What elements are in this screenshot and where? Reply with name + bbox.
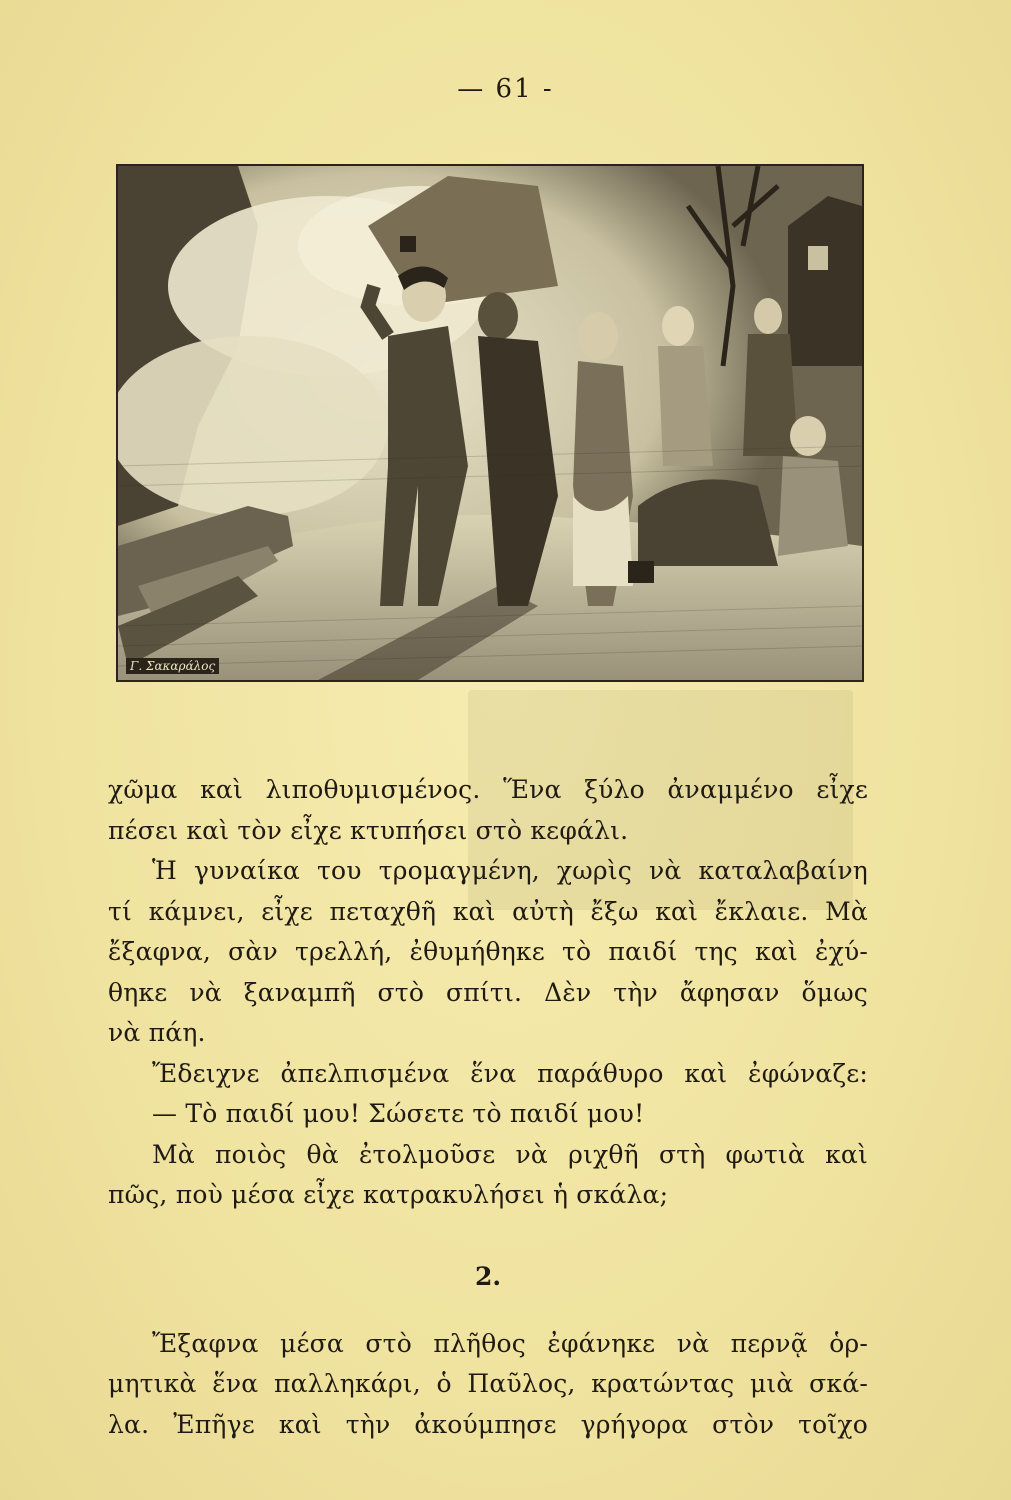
text-line: πέσει καὶ τὸν εἶχε κτυπήσει στὸ κεφάλι.	[108, 815, 629, 845]
paragraph-5	[108, 1135, 868, 1216]
paragraph-1	[108, 770, 868, 851]
paragraph-3	[108, 1054, 868, 1095]
text-line: νὰ πάη.	[108, 1018, 206, 1047]
artist-signature: Γ. Σακαράλος	[126, 658, 219, 674]
illustration-drawing	[118, 166, 862, 680]
text-line: Ἔδειχνε ἀπελπισμένα ἕνα παράθυρο καὶ ἐφώναζε:	[152, 1058, 868, 1088]
text-line: Μὰ ποιὸς θὰ ἐτολμοῦσε νὰ ριχθῆ στὴ φωτιὰ καὶ	[152, 1139, 868, 1169]
text-line: Ἡ γυναίκα του τρομαγμένη, χωρὶς νὰ καταλαβαίνη	[152, 856, 868, 885]
illustration	[116, 164, 864, 682]
paragraph-4	[108, 1094, 868, 1135]
text-line: θηκε νὰ ξαναμπῆ στὸ σπίτι. Δὲν τὴν ἄφησαν ὅμως	[108, 977, 868, 1007]
body-text	[108, 770, 868, 1445]
section-number: 2.	[474, 1261, 502, 1291]
text-line: μητικὰ ἕνα παλληκάρι, ὁ Παῦλος, κρατώντας μιὰ σκά-	[108, 1369, 868, 1398]
text-line: τί κάμνει, εἶχε πεταχθῆ καὶ αὐτὴ ἔξω καὶ ἔκλαιε. Μὰ	[108, 896, 868, 926]
text-line: λα. Ἐπῆγε καὶ τὴν ἀκούμπησε γρήγορα στὸν τοῖχο	[108, 1409, 868, 1439]
text-line: — Τὸ παιδί μου! Σώσετε τὸ παιδί μου!	[152, 1099, 645, 1128]
paragraph-2	[108, 851, 868, 1054]
text-line: ἔξαφνα, σὰν τρελλή, ἐθυμήθηκε τὸ παιδί της καὶ ἐχύ-	[108, 937, 868, 966]
text-line: πῶς, ποὺ μέσα εἶχε κατρακυλήσει ἡ σκάλα;	[108, 1180, 669, 1209]
text-line: Ἔξαφνα μέσα στὸ πλῆθος ἐφάνηκε νὰ περνᾷ ὁρ-	[152, 1328, 868, 1358]
text-line: χῶμα καὶ λιποθυμισμένος. Ἕνα ξύλο ἀναμμένο εἶχε	[108, 775, 868, 804]
paragraph-6	[108, 1324, 868, 1446]
page-number: — 61 -	[457, 74, 554, 104]
